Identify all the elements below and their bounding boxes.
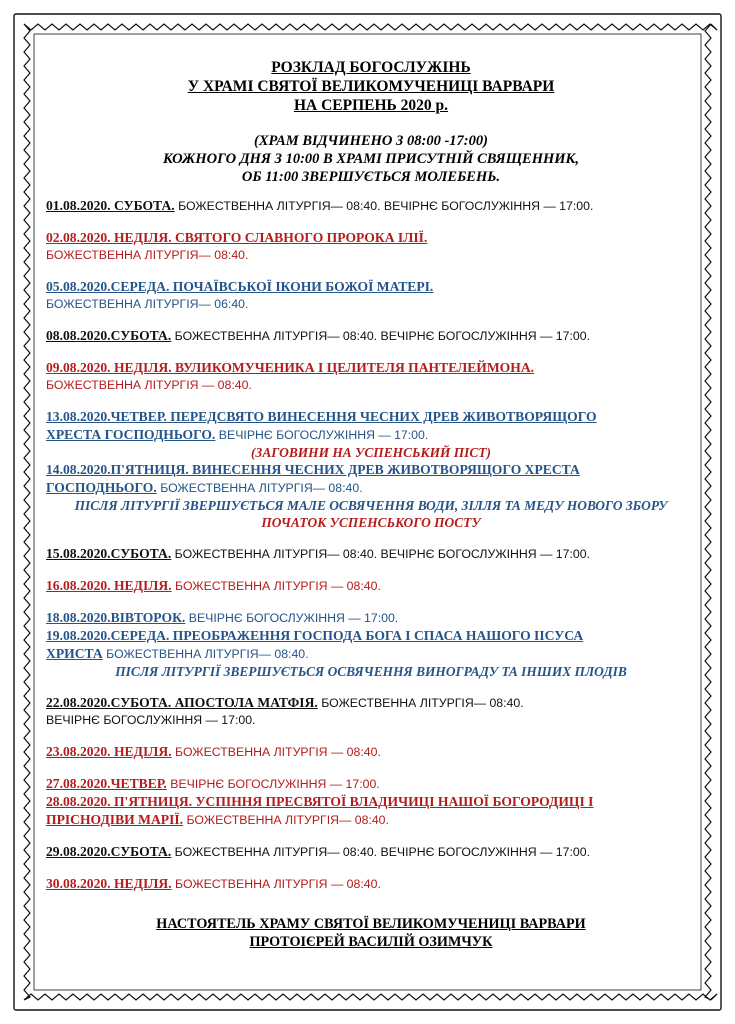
schedule-entry-0108 (46, 197, 696, 215)
schedule-entry-1608 (46, 577, 696, 595)
schedule-entry-0208 (46, 229, 696, 264)
church-name: У ХРАМІ СВЯТОЇ ВЕЛИКОМУЧЕНИЦІ ВАРВАРИ (187, 78, 555, 95)
fast-start-note: ПОЧАТОК УСПЕНСЬКОГО ПОСТУ (261, 515, 481, 530)
month-title: НА СЕРПЕНЬ 2020 р. (293, 97, 449, 114)
schedule-entry-0908 (46, 359, 696, 394)
entry-date-heading: 02.08.2020. НЕДІЛЯ. СВЯТОГО СЛАВНОГО ПРОРОКА ІЛІЇ. (46, 230, 428, 245)
entry-services-evening: ВЕЧІРНЄ БОГОСЛУЖІННЯ — 17:00. (46, 713, 256, 727)
entry-services: БОЖЕСТВЕННА ЛІТУРГІЯ— 08:40. ВЕЧІРНЄ БОГОСЛУЖІННЯ — 17:00. (174, 199, 594, 213)
entry-date-heading: 29.08.2020.СУБОТА. (46, 844, 172, 859)
entry-services: БОЖЕСТВЕННА ЛІТУРГІЯ— 08:40. ВЕЧІРНЄ БОГОСЛУЖІННЯ — 17:00. (171, 845, 590, 859)
entry-services: БОЖЕСТВЕННА ЛІТУРГІЯ — 08:40. (171, 579, 381, 593)
schedule-entry-3008 (46, 875, 696, 893)
priest-present-note: КОЖНОГО ДНЯ З 10:00 В ХРАМІ ПРИСУТНІЙ СВЯЩЕННИК, (162, 151, 580, 167)
schedule-entry-2908 (46, 843, 696, 861)
entry-services: БОЖЕСТВЕННА ЛІТУРГІЯ— 08:40. (156, 481, 363, 495)
blessing-water-note: ПІСЛЯ ЛІТУРГІЇ ЗВЕРШУЄТЬСЯ МАЛЕ ОСВЯЧЕННЯ ВОДИ, ЗІЛЛЯ ТА МЕДУ НОВОГО ЗБОРУ (74, 498, 668, 513)
entry-date-heading: 16.08.2020. НЕДІЛЯ. (46, 578, 172, 593)
schedule-entry-0808 (46, 327, 696, 345)
schedule-entry-2708 (46, 775, 696, 793)
moleben-note: ОБ 11:00 ЗВЕРШУЄТЬСЯ МОЛЕБЕНЬ. (241, 169, 501, 185)
entry-date-heading: 09.08.2020. НЕДІЛЯ. ВУЛИКОМУЧЕНИКА І ЦЕЛИТЕЛЯ ПАНТЕЛЕЙМОНА. (46, 360, 535, 375)
entry-date-heading-cont: ПРІСНОДІВИ МАРІЇ. (46, 812, 184, 827)
schedule-entry-1508 (46, 545, 696, 563)
entry-date-heading-cont: ХРЕСТА ГОСПОДНЬОГО. (46, 427, 216, 442)
entry-date-heading: 08.08.2020.СУБОТА. (46, 328, 172, 343)
entry-date-heading: 15.08.2020.СУБОТА. (46, 546, 172, 561)
entry-date-heading: 22.08.2020.СУБОТА. АПОСТОЛА МАТФІЯ. (46, 695, 318, 710)
entry-date-heading: 01.08.2020. СУБОТА. (46, 198, 175, 213)
entry-services: БОЖЕСТВЕННА ЛІТУРГІЯ — 08:40. (46, 378, 252, 392)
entry-services: ВЕЧІРНЄ БОГОСЛУЖІННЯ — 17:00. (215, 428, 429, 442)
entry-services: БОЖЕСТВЕННА ЛІТУРГІЯ — 08:40. (171, 745, 381, 759)
grape-blessing-note: ПІСЛЯ ЛІТУРГІЇ ЗВЕРШУЄТЬСЯ ОСВЯЧЕННЯ ВИНОГРАДУ ТА ІНШИХ ПЛОДІВ (115, 664, 627, 679)
entry-date-heading: 30.08.2020. НЕДІЛЯ. (46, 876, 172, 891)
entry-services: БОЖЕСТВЕННА ЛІТУРГІЯ— 08:40. (102, 647, 309, 661)
schedule-entry-1808 (46, 609, 696, 627)
entry-services: ВЕЧІРНЄ БОГОСЛУЖІННЯ — 17:00. (185, 611, 399, 625)
entry-date-heading: 28.08.2020. П'ЯТНИЦЯ. УСПІННЯ ПРЕСВЯТОЇ ВЛАДИЧИЦІ НАШОЇ БОГОРОДИЦІ І (46, 794, 594, 809)
entry-date-heading: 19.08.2020.СЕРЕДА. ПРЕОБРАЖЕННЯ ГОСПОДА БОГА І СПАСА НАШОГО ІІСУСА (46, 628, 584, 643)
schedule-entry-2808 (46, 793, 696, 829)
entry-date-heading: 18.08.2020.ВІВТОРОК. (46, 610, 186, 625)
entry-services: БОЖЕСТВЕННА ЛІТУРГІЯ — 08:40. (171, 877, 381, 891)
entry-date-heading-cont: ХРИСТА (46, 646, 103, 661)
schedule-entry-2308 (46, 743, 696, 761)
entry-services: БОЖЕСТВЕННА ЛІТУРГІЯ— 08:40. (46, 248, 249, 262)
fast-eve-note: (ЗАГОВИНИ НА УСПЕНСЬКИЙ ПІСТ) (251, 445, 491, 460)
entry-services: ВЕЧІРНЄ БОГОСЛУЖІННЯ — 17:00. (166, 777, 380, 791)
schedule-entry-1308 (46, 408, 696, 444)
entry-date-heading: 13.08.2020.ЧЕТВЕР. ПЕРЕДСВЯТО ВИНЕСЕННЯ ЧЕСНИХ ДРЕВ ЖИВОТВОРЯЩОГО (46, 409, 597, 424)
entry-services: БОЖЕСТВЕННА ЛІТУРГІЯ— 06:40. (46, 297, 249, 311)
entry-services: БОЖЕСТВЕННА ЛІТУРГІЯ— 08:40. (317, 696, 524, 710)
rector-name: ПРОТОІЄРЕЙ ВАСИЛІЙ ОЗИМЧУК (249, 934, 493, 950)
entry-date-heading: 14.08.2020.П'ЯТНИЦЯ. ВИНЕСЕННЯ ЧЕСНИХ ДРЕВ ЖИВОТВОРЯЩОГО ХРЕСТА (46, 462, 580, 477)
schedule-entry-1408 (46, 461, 696, 497)
entry-date-heading: 23.08.2020. НЕДІЛЯ. (46, 744, 172, 759)
entry-services: БОЖЕСТВЕННА ЛІТУРГІЯ— 08:40. ВЕЧІРНЄ БОГОСЛУЖІННЯ — 17:00. (171, 329, 590, 343)
entry-services: БОЖЕСТВЕННА ЛІТУРГІЯ— 08:40. (183, 813, 389, 827)
entry-date-heading-cont: ГОСПОДНЬОГО. (46, 480, 157, 495)
schedule-entry-2208 (46, 694, 696, 729)
entry-date-heading: 05.08.2020.СЕРЕДА. ПОЧАЇВСЬКОЇ ІКОНИ БОЖОЇ МАТЕРІ. (46, 279, 434, 294)
opening-hours: (ХРАМ ВІДЧИНЕНО З 08:00 -17:00) (254, 133, 488, 149)
schedule-entry-0508 (46, 278, 696, 313)
page-title: РОЗКЛАД БОГОСЛУЖІНЬ (271, 59, 471, 76)
rector-title: НАСТОЯТЕЛЬ ХРАМУ СВЯТОЇ ВЕЛИКОМУЧЕНИЦІ ВАРВАРИ (156, 916, 586, 932)
entry-services: БОЖЕСТВЕННА ЛІТУРГІЯ— 08:40. ВЕЧІРНЄ БОГОСЛУЖІННЯ — 17:00. (171, 547, 590, 561)
schedule-entry-1908 (46, 627, 696, 663)
entry-date-heading: 27.08.2020.ЧЕТВЕР. (46, 776, 167, 791)
